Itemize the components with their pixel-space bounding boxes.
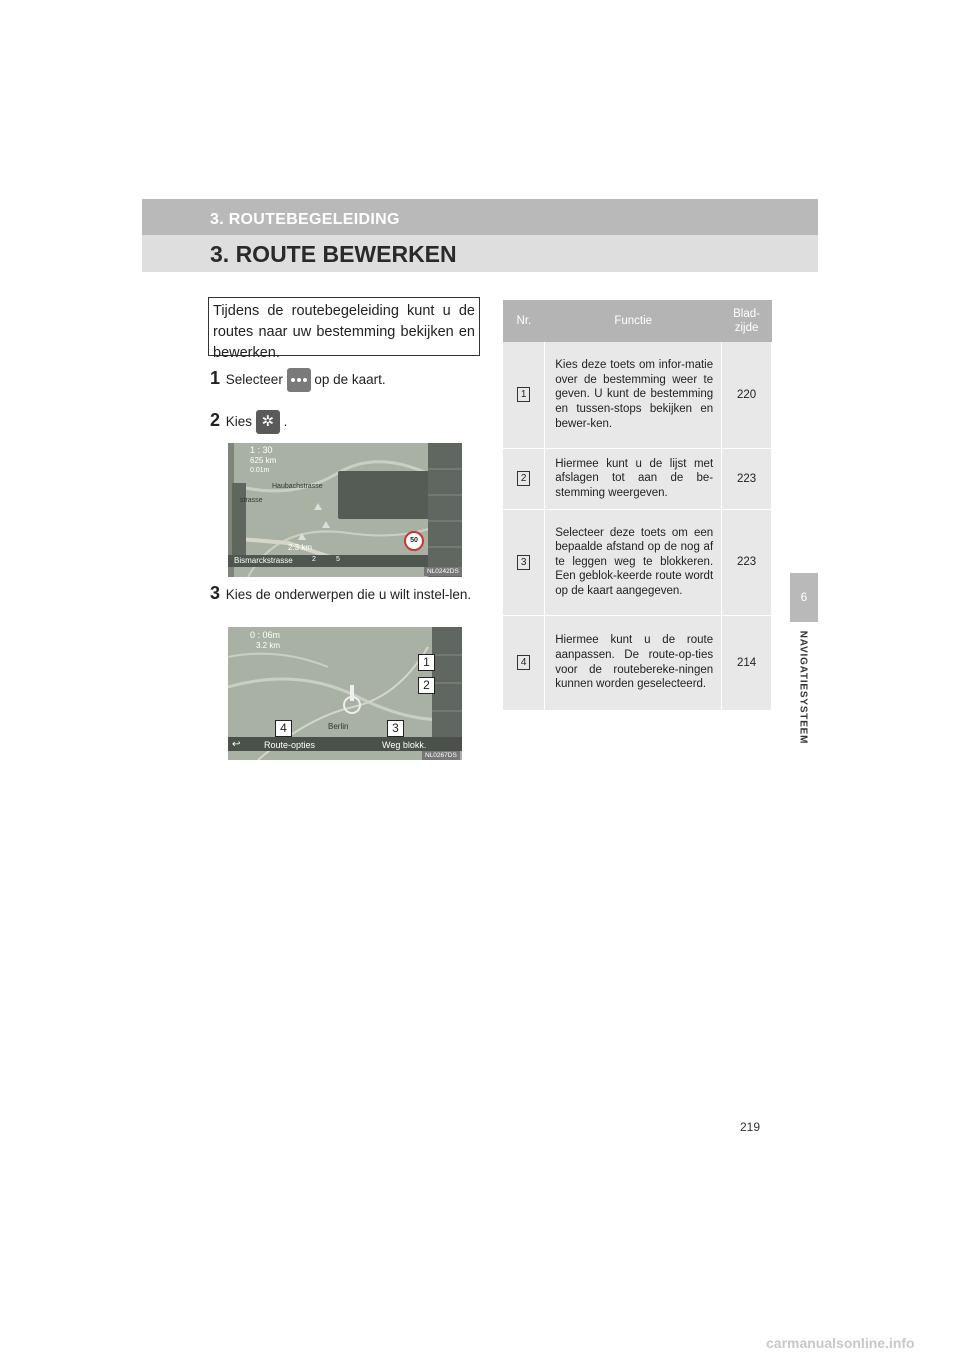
back-icon[interactable]: ↩ [232, 739, 241, 750]
chapter-label: NAVIGATIESYSTEEM [797, 630, 809, 745]
chapter-tab: 6 [790, 573, 818, 622]
watermark: carmanualsonline.info [766, 1335, 915, 1351]
route-options-button[interactable]: Route-opties [264, 740, 316, 750]
step-2: 2 Kies ✲ . [210, 410, 287, 434]
table-row: 1 Kies deze toets om infor-matie over de bestemming weer te geven. U kunt de bestemming en tussen-stops bekijken en bewer-ken. 220 [503, 342, 772, 448]
callout-4: 4 [275, 720, 292, 737]
step-3: 3 Kies de onderwerpen die u wilt instel-len. [210, 583, 472, 603]
callout-2: 2 [418, 677, 435, 694]
page-title-bar [142, 235, 818, 272]
table-row: 3 Selecteer deze toets om een bepaalde afstand op de nog af te leggen weg te blokkeren. Een geblok-keerde route wordt op de kaart aangegeven. 223 [503, 509, 772, 615]
image-code: NL0267DS [422, 751, 460, 760]
image-code: NL0242DS [424, 567, 462, 576]
section-title: 3. ROUTEBEGELEIDING [210, 211, 400, 228]
gear-settings-icon: ✲ [256, 410, 280, 434]
col-nr: Nr. [503, 300, 545, 342]
road-block-button[interactable]: Weg blokk. [382, 740, 427, 750]
table-row: 2 Hiermee kunt u de lijst met afslagen tot aan de be-stemming weergeven. 223 [503, 448, 772, 509]
table-row: 4 Hiermee kunt u de route aanpassen. De route-op-ties voor de routebereke-ningen kunnen worden geselecteerd. 214 [503, 615, 772, 710]
intro-box: Tijdens de routebegeleiding kunt u de routes naar uw bestemming bekijken en bewerken. [208, 297, 480, 356]
step-1: 1 Selecteer op de kaart. [210, 368, 386, 392]
callout-1: 1 [418, 654, 435, 671]
col-page: Blad- zijde [722, 300, 772, 342]
function-table [503, 300, 772, 711]
callout-3: 3 [387, 720, 404, 737]
page-title: 3. ROUTE BEWERKEN [210, 241, 457, 267]
navigation-screen-2: 0 : 06m 3.2 km Berlin Route-opties ↩ Weg blokk. 1 2 3 4 NL0267DS [228, 627, 462, 760]
col-function: Functie [545, 300, 722, 342]
page-number: 219 [740, 1120, 761, 1134]
section-header [142, 199, 818, 235]
speed-limit-sign: 50 [410, 537, 418, 544]
more-dots-icon [287, 368, 311, 392]
navigation-screen-1: 1 : 30 625 km 0.01m Haubachstrasse strasse 2.3 km Bismarckstrasse 50 2 5 NL0242DS [228, 443, 462, 577]
